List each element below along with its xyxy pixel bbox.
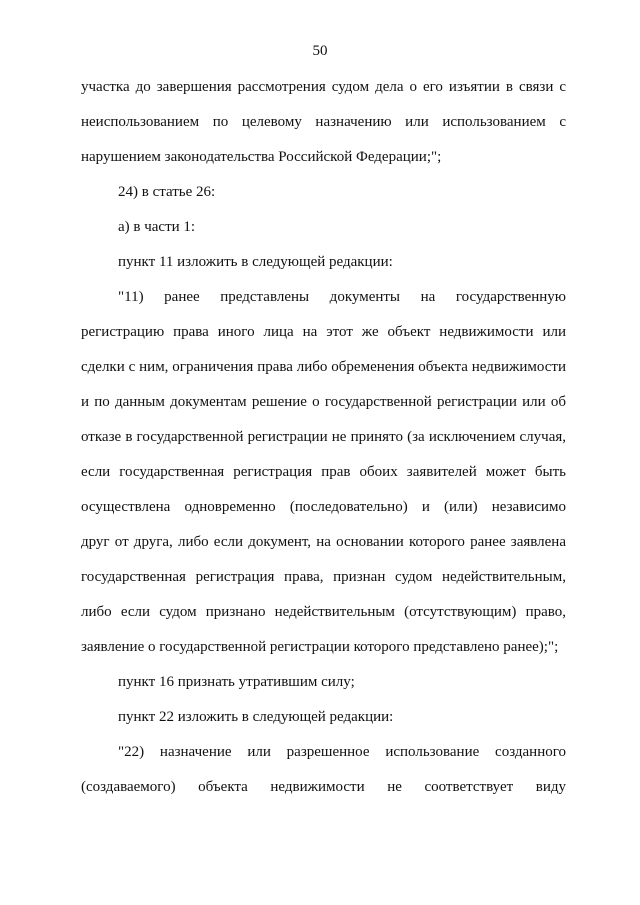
text-line: пункт 22 изложить в следующей редакции: (118, 709, 394, 725)
text-line: (создаваемого) объекта недвижимости не соответствует виду (81, 779, 566, 795)
text-line: и по данным документам решение о государственной регистрации или об (81, 394, 566, 410)
text-line: заявление о государственной регистрации которого представлено ранее);"; (81, 639, 559, 655)
text-line: а) в части 1: (118, 219, 196, 235)
text-line: нарушением законодательства Российской Федерации;"; (81, 149, 442, 165)
text-line: пункт 16 признать утратившим силу; (118, 674, 355, 690)
page-number: 50 (312, 43, 328, 59)
text-line: друг от друга, либо если документ, на основании которого ранее заявлена (81, 534, 566, 550)
text-line: отказе в государственной регистрации не принято (за исключением случая, (81, 429, 566, 445)
text-line: осуществлена одновременно (последовательно) и (или) независимо (81, 499, 566, 515)
text-line: участка до завершения рассмотрения судом дела о его изъятии в связи с (81, 79, 566, 95)
text-line: "22) назначение или разрешенное использование созданного (118, 744, 566, 760)
text-line: неиспользованием по целевому назначению или использованием с (81, 114, 566, 130)
text-line: пункт 11 изложить в следующей редакции: (118, 254, 393, 270)
text-line: "11) ранее представлены документы на государственную (118, 289, 566, 305)
text-line: государственная регистрация права, признан судом недействительным, (81, 569, 566, 585)
document-body (81, 78, 566, 813)
text-line: либо если судом признано недействительным (отсутствующим) право, (81, 604, 566, 620)
text-line: сделки с ним, ограничения права либо обременения объекта недвижимости (81, 359, 566, 375)
text-line: регистрацию права иного лица на этот же объект недвижимости или (81, 324, 566, 340)
text-line: 24) в статье 26: (118, 184, 216, 200)
text-line: если государственная регистрация прав обоих заявителей может быть (81, 464, 566, 480)
